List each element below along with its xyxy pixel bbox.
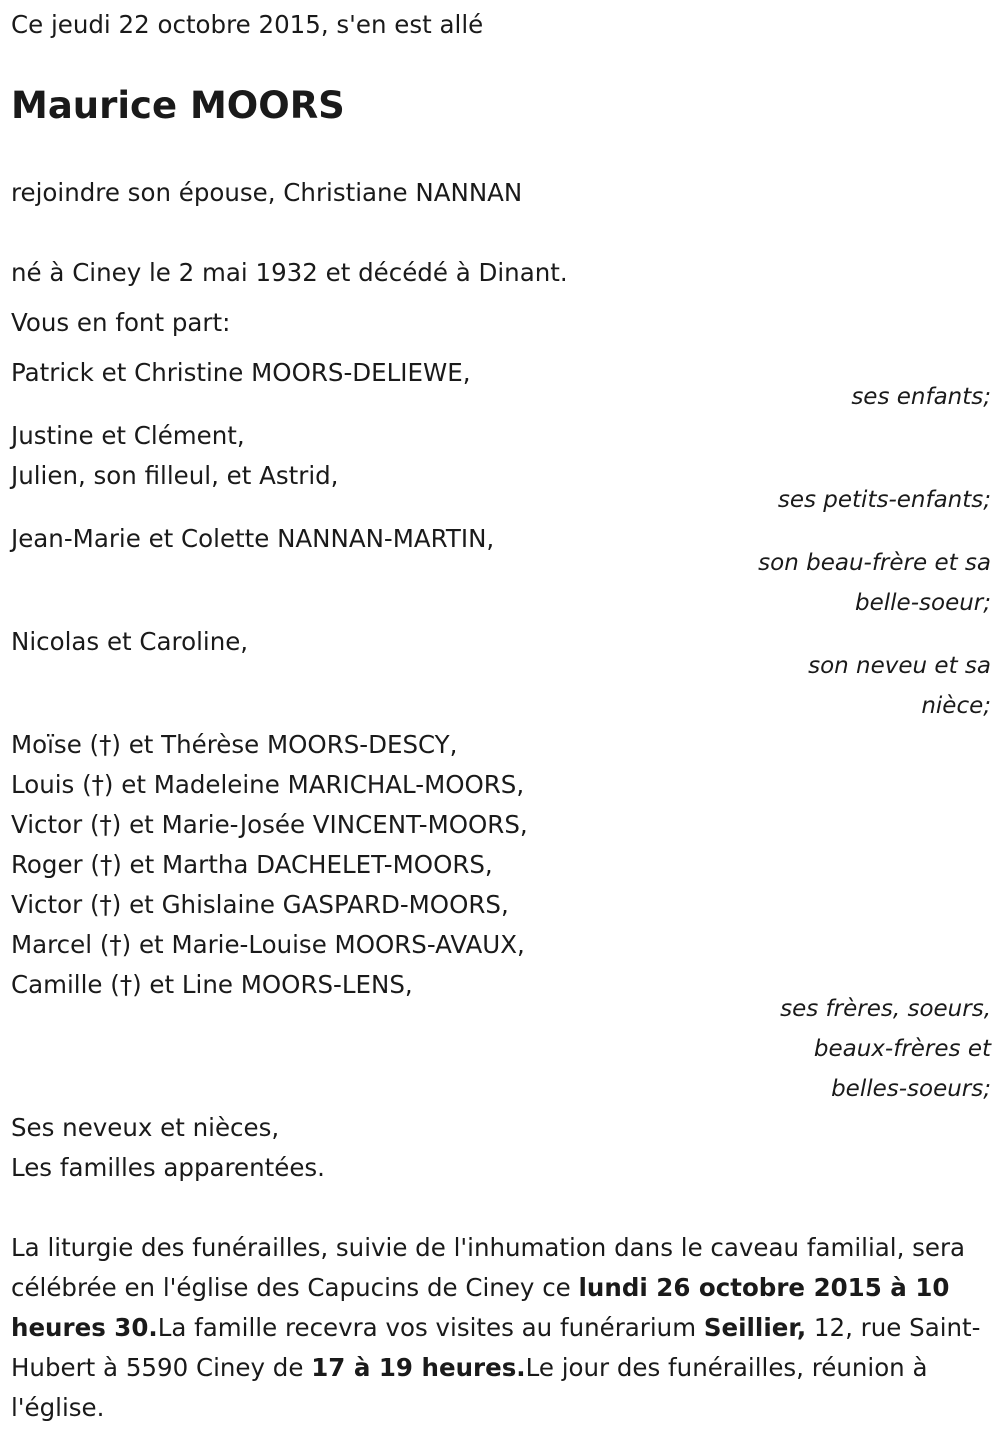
relation-line: belle-soeur; (855, 590, 991, 616)
family-name-line: Louis (†) et Madeleine MARICHAL-MOORS, (11, 770, 525, 799)
relation-line: son beau-frère et sa (758, 550, 991, 576)
family-name-line: Marcel (†) et Marie-Louise MOORS-AVAUX, (11, 930, 525, 959)
funeral-text: La famille recevra vos visites au funérarium (157, 1313, 704, 1342)
relation-line: belles-soeurs; (831, 1076, 991, 1102)
family-name-line: Jean-Marie et Colette NANNAN-MARTIN, (11, 524, 495, 553)
family-name-line: Victor (†) et Ghislaine GASPARD-MOORS, (11, 890, 509, 919)
family-name-line: Roger (†) et Martha DACHELET-MOORS, (11, 850, 493, 879)
relation-line: ses frères, soeurs, (780, 996, 991, 1022)
family-name-line: Camille (†) et Line MOORS-LENS, (11, 970, 413, 999)
announce-line: Vous en font part: (11, 308, 231, 337)
others-line: Ses neveux et nièces, (11, 1113, 280, 1142)
relation-line: ses petits-enfants; (777, 487, 991, 513)
spouse-line: rejoindre son épouse, Christiane NANNAN (11, 178, 523, 207)
family-name-line: Patrick et Christine MOORS-DELIEWE, (11, 358, 471, 387)
relation-line: ses enfants; (851, 384, 991, 410)
funeral-text: Le jour des funérailles, réunion à l'église. (11, 1353, 928, 1422)
family-group-children (11, 353, 991, 417)
family-name-line: Julien, son filleul, et Astrid, (11, 461, 339, 490)
family-group-in-laws (11, 519, 991, 623)
deceased-name: Maurice MOORS (11, 84, 345, 127)
funeral-details (11, 1228, 986, 1428)
others-line: Les familles apparentées. (11, 1153, 325, 1182)
family-name-line: Justine et Clément, (11, 421, 245, 450)
funeral-text: La liturgie des funérailles, suivie de l'inhumation dans le caveau familial, sera célébrée en l'église des Capucins de Ciney ce (11, 1233, 966, 1302)
relation-line: son neveu et sa (808, 653, 991, 679)
funerarium-name: Seillier, (703, 1313, 807, 1342)
family-name-line: Nicolas et Caroline, (11, 627, 249, 656)
family-group-siblings (11, 725, 991, 1109)
funeral-date: lundi 26 octobre 2015 à 10 heures 30. (11, 1273, 950, 1342)
family-name-line: Victor (†) et Marie-Josée VINCENT-MOORS, (11, 810, 528, 839)
visit-hours: 17 à 19 heures. (311, 1353, 526, 1382)
relation-line: nièce; (921, 693, 991, 719)
funeral-text: 12, rue Saint-Hubert à 5590 Ciney de (11, 1313, 981, 1382)
family-name-line: Moïse (†) et Thérèse MOORS-DESCY, (11, 730, 458, 759)
birth-line: né à Ciney le 2 mai 1932 et décédé à Dinant. (11, 258, 568, 287)
intro-line: Ce jeudi 22 octobre 2015, s'en est allé (11, 10, 484, 39)
family-group-grandchildren (11, 416, 991, 520)
relation-line: beaux-frères et (813, 1036, 991, 1062)
family-group-nephew (11, 622, 991, 726)
